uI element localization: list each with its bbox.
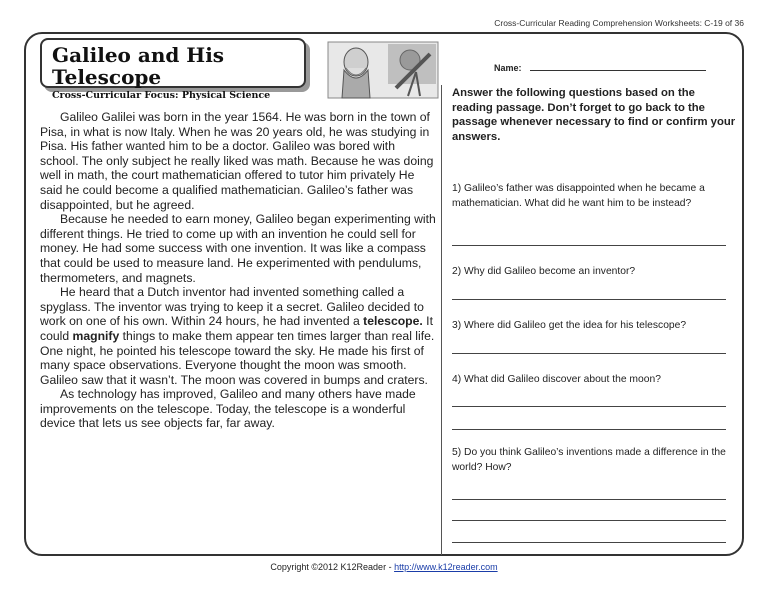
passage-text: He heard that a Dutch inventor had invented something called a spyglass. The inventor was trying to keep it a secret. Galileo decided to work on one of his own. Within 24 hours, he had invented a <box>40 285 424 329</box>
passage-paragraph-3 <box>40 285 436 387</box>
question-4: 4) What did Galileo discover about the moon? <box>452 374 661 385</box>
name-input-line[interactable] <box>530 62 706 71</box>
copyright-text: Copyright ©2012 K12Reader - <box>270 562 395 572</box>
answer-line[interactable] <box>452 299 726 300</box>
page-title: Galileo and His Telescope <box>52 43 225 89</box>
passage-paragraph-1: Galileo Galilei was born in the year 1564. He was born in the town of Pisa, in what is now Italy. When he was 20 years old, he was studying in Pisa. His father wanted him to be a doctor. Galileo was bored with school. The only subject he really liked was math. Because he was doing well in math, the court mathematician offered to tutor him privately He said he could become a qualified mathematician. Galileo’s father was disappointed, but he agreed. <box>40 110 434 212</box>
answer-line[interactable] <box>452 542 726 543</box>
footer <box>0 562 768 572</box>
vocab-term-magnify: magnify <box>72 328 120 343</box>
reading-passage <box>40 110 436 431</box>
answer-line[interactable] <box>452 499 726 500</box>
passage-paragraph-2: Because he needed to earn money, Galileo began experimenting with different things. He tried to come up with an invention he could sell for money. He had some success with one invention. It was like a compass that could be used to measure land. He experimented with pendulums, thermometers, and magnets. <box>40 212 436 285</box>
question-5: 5) Do you think Galileo’s inventions made a difference in the world? How? <box>452 447 726 473</box>
question-2: 2) Why did Galileo become an inventor? <box>452 266 636 277</box>
vocab-term-telescope: telescope. <box>363 314 423 329</box>
column-divider <box>441 85 442 555</box>
name-field <box>494 62 706 73</box>
answer-line[interactable] <box>452 520 726 521</box>
k12reader-link[interactable]: http://www.k12reader.com <box>394 562 498 572</box>
answer-line[interactable] <box>452 429 726 430</box>
question-1: 1) Galileo’s father was disappointed when he became a mathematician. What did he want him to be instead? <box>452 183 705 209</box>
title-box <box>40 38 306 101</box>
instructions: Answer the following questions based on the reading passage. Don’t forget to go back to the passage whenever necessary to find or confirm your answers. <box>452 87 736 143</box>
answer-line[interactable] <box>452 353 726 354</box>
page-subtitle: Cross-Curricular Focus: Physical Science <box>52 90 271 101</box>
name-label: Name: <box>494 63 522 73</box>
passage-text: things to make them appear ten times larger than real life. One night, he pointed his telescope toward the sky. He made his first of many space observations. Everyone thought the moon was smooth. Galileo saw that it wasn’t. The moon was covered in bumps and craters. <box>40 328 435 387</box>
question-3: 3) Where did Galileo get the idea for his telescope? <box>452 320 687 331</box>
answer-line[interactable] <box>452 245 726 246</box>
passage-paragraph-4: As technology has improved, Galileo and many others have made improvements on the telescope. Today, the telescope is a wonderful device that lets us see objects far, far away. <box>40 387 416 431</box>
worksheet-header: Cross-Curricular Reading Comprehension Worksheets: C-19 of 36 <box>494 18 744 28</box>
answer-line[interactable] <box>452 406 726 407</box>
galileo-telescope-illustration <box>326 40 440 100</box>
passage-text: It could <box>40 314 433 343</box>
